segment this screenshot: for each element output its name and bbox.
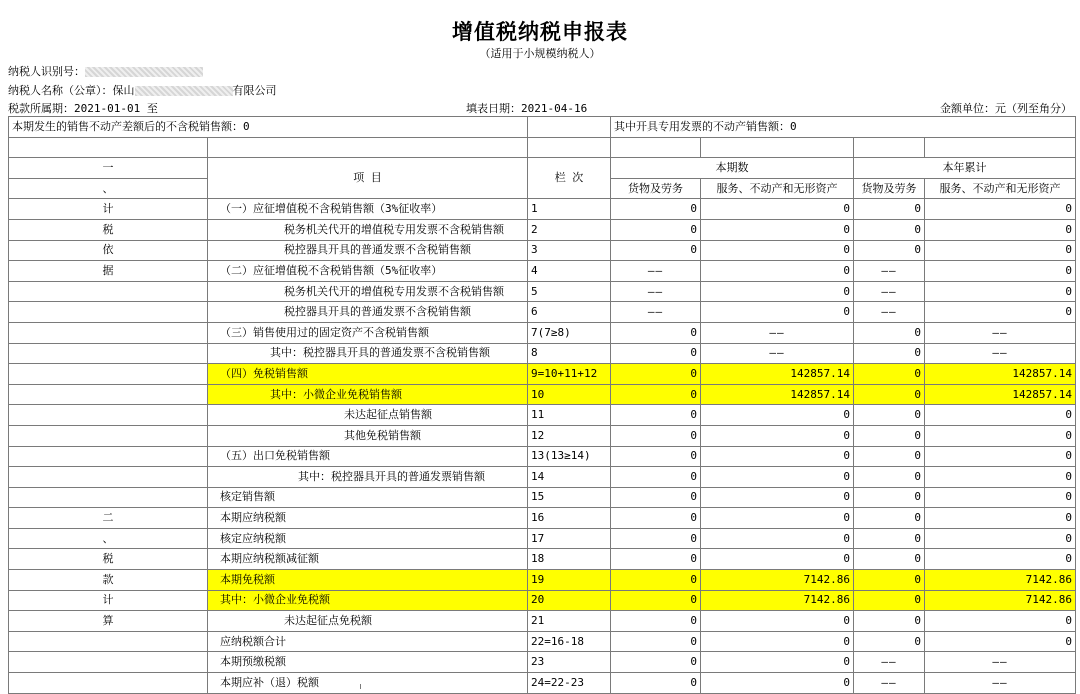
table-row <box>9 611 1076 632</box>
table-row <box>9 240 1076 261</box>
section-char: 、 <box>9 528 208 549</box>
goods-ytd: —— <box>854 261 925 282</box>
goods-current: 0 <box>611 570 701 591</box>
line-number: 8 <box>528 343 611 364</box>
redacted-id <box>85 67 203 77</box>
services-ytd: 0 <box>925 219 1076 240</box>
item-label: 本期预缴税额 <box>208 652 528 673</box>
goods-ytd: 0 <box>854 590 925 611</box>
goods-ytd: 0 <box>854 384 925 405</box>
goods-ytd: 0 <box>854 570 925 591</box>
item-label: 应纳税额合计 <box>208 631 528 652</box>
goods-ytd: 0 <box>854 364 925 385</box>
header-row-1 <box>9 158 1076 179</box>
goods-current: 0 <box>611 487 701 508</box>
note-left: 本期发生的销售不动产差额后的不含税销售额：0 <box>9 117 528 138</box>
item-label: 税控器具开具的普通发票不含税销售额 <box>208 240 528 261</box>
section-char <box>9 343 208 364</box>
goods-current: 0 <box>611 240 701 261</box>
goods-current: 0 <box>611 467 701 488</box>
line-number: 23 <box>528 652 611 673</box>
services-current: 0 <box>701 240 854 261</box>
goods-current: 0 <box>611 405 701 426</box>
line-number: 20 <box>528 590 611 611</box>
section-char <box>9 652 208 673</box>
services-current: 7142.86 <box>701 570 854 591</box>
section-char: 一 <box>9 158 208 179</box>
col-goods-header: 货物及劳务 <box>611 178 701 199</box>
goods-ytd: —— <box>854 652 925 673</box>
table-row <box>9 343 1076 364</box>
services-current: 0 <box>701 487 854 508</box>
section-char <box>9 673 208 694</box>
line-number: 15 <box>528 487 611 508</box>
line-number: 6 <box>528 302 611 323</box>
item-label: 其中：小微企业免税销售额 <box>208 384 528 405</box>
col-item-header: 项 目 <box>208 158 528 199</box>
goods-ytd: 0 <box>854 549 925 570</box>
goods-ytd: 0 <box>854 219 925 240</box>
table-row <box>9 322 1076 343</box>
section-char <box>9 384 208 405</box>
goods-ytd: 0 <box>854 199 925 220</box>
table-row <box>9 508 1076 529</box>
line-number: 21 <box>528 611 611 632</box>
table-row <box>9 631 1076 652</box>
line-number: 4 <box>528 261 611 282</box>
goods-ytd: 0 <box>854 487 925 508</box>
taxpayer-name-prefix: 保山 <box>112 84 135 97</box>
section-char: 税 <box>9 219 208 240</box>
period-value: 2021-01-01 至 <box>74 102 158 115</box>
goods-current: 0 <box>611 528 701 549</box>
declaration-table <box>8 116 1076 694</box>
section-char: 计 <box>9 590 208 611</box>
section-char <box>9 364 208 385</box>
table-row <box>9 199 1076 220</box>
goods-ytd: 0 <box>854 405 925 426</box>
line-number: 13(13≥14) <box>528 446 611 467</box>
blank-row <box>9 137 1076 158</box>
services-current: 0 <box>701 261 854 282</box>
line-number: 7(7≥8) <box>528 322 611 343</box>
col-current-header: 本期数 <box>611 158 854 179</box>
services-current: 0 <box>701 405 854 426</box>
table-row <box>9 652 1076 673</box>
line-number: 16 <box>528 508 611 529</box>
line-number: 10 <box>528 384 611 405</box>
note-spacer <box>528 117 611 138</box>
item-label: 未达起征点销售额 <box>208 405 528 426</box>
services-ytd: 0 <box>925 611 1076 632</box>
note-row <box>9 117 1076 138</box>
services-ytd: 0 <box>925 302 1076 323</box>
item-label: 税务机关代开的增值税专用发票不含税销售额 <box>208 219 528 240</box>
services-current: 0 <box>701 652 854 673</box>
col-ytd-header: 本年累计 <box>854 158 1076 179</box>
section-char: 算 <box>9 611 208 632</box>
goods-current: 0 <box>611 508 701 529</box>
services-current: 142857.14 <box>701 384 854 405</box>
services-ytd: —— <box>925 322 1076 343</box>
goods-current: 0 <box>611 322 701 343</box>
table-row <box>9 219 1076 240</box>
goods-ytd: 0 <box>854 425 925 446</box>
section-char <box>9 405 208 426</box>
table-row <box>9 425 1076 446</box>
redacted-name <box>135 86 233 96</box>
taxpayer-id <box>8 63 203 79</box>
item-label: 税控器具开具的普通发票不含税销售额 <box>208 302 528 323</box>
form-title: 增值税纳税申报表 <box>452 20 628 44</box>
services-current: 0 <box>701 508 854 529</box>
services-ytd: —— <box>925 343 1076 364</box>
services-ytd: 0 <box>925 425 1076 446</box>
table-row <box>9 405 1076 426</box>
services-ytd: 0 <box>925 487 1076 508</box>
line-number: 24=22-23 <box>528 673 611 694</box>
services-ytd: 0 <box>925 240 1076 261</box>
section-char: 依 <box>9 240 208 261</box>
goods-current: 0 <box>611 343 701 364</box>
note-right: 其中开具专用发票的不动产销售额：0 <box>611 117 1076 138</box>
amount-unit: 金额单位：元（列至角分） <box>940 102 1072 115</box>
table-row <box>9 384 1076 405</box>
col-line-header: 栏 次 <box>528 158 611 199</box>
goods-current: 0 <box>611 199 701 220</box>
item-label: 本期免税额 <box>208 570 528 591</box>
taxpayer-name <box>8 82 277 98</box>
col-services-ytd-header: 服务、不动产和无形资产 <box>925 178 1076 199</box>
services-current: 0 <box>701 631 854 652</box>
services-ytd: —— <box>925 673 1076 694</box>
services-current: 0 <box>701 219 854 240</box>
goods-ytd: —— <box>854 673 925 694</box>
services-ytd: 0 <box>925 631 1076 652</box>
services-ytd: 0 <box>925 549 1076 570</box>
services-current: 142857.14 <box>701 364 854 385</box>
item-label: 税务机关代开的增值税专用发票不含税销售额 <box>208 281 528 302</box>
services-current: 0 <box>701 302 854 323</box>
item-label: 其中：小微企业免税额 <box>208 590 528 611</box>
item-label: 其中：税控器具开具的普通发票不含税销售额 <box>208 343 528 364</box>
fill-date-label: 填表日期： <box>466 102 521 115</box>
col-services-header: 服务、不动产和无形资产 <box>701 178 854 199</box>
services-current: 0 <box>701 281 854 302</box>
goods-current: 0 <box>611 425 701 446</box>
services-ytd: 0 <box>925 199 1076 220</box>
line-number: 9=10+11+12 <box>528 364 611 385</box>
goods-current: —— <box>611 261 701 282</box>
goods-current: 0 <box>611 652 701 673</box>
services-current: 0 <box>701 549 854 570</box>
goods-current: 0 <box>611 446 701 467</box>
section-char: 税 <box>9 549 208 570</box>
goods-current: 0 <box>611 673 701 694</box>
section-char <box>9 467 208 488</box>
section-char <box>9 281 208 302</box>
table-row <box>9 446 1076 467</box>
line-number: 17 <box>528 528 611 549</box>
border-tick <box>360 684 361 689</box>
table-row <box>9 302 1076 323</box>
section-char: 二 <box>9 508 208 529</box>
form-subtitle: （适用于小规模纳税人） <box>479 47 601 60</box>
item-label: （三）销售使用过的固定资产不含税销售额 <box>208 322 528 343</box>
item-label: 核定销售额 <box>208 487 528 508</box>
col-goods-ytd-header: 货物及劳务 <box>854 178 925 199</box>
section-char <box>9 487 208 508</box>
table-row <box>9 364 1076 385</box>
services-current: 0 <box>701 446 854 467</box>
section-char: 、 <box>9 178 208 199</box>
services-current: 0 <box>701 528 854 549</box>
services-current: 0 <box>701 425 854 446</box>
section-char <box>9 302 208 323</box>
services-current: 7142.86 <box>701 590 854 611</box>
services-ytd: 0 <box>925 281 1076 302</box>
table-row <box>9 261 1076 282</box>
services-current: —— <box>701 322 854 343</box>
goods-current: 0 <box>611 219 701 240</box>
tax-period <box>8 100 158 116</box>
services-ytd: 0 <box>925 467 1076 488</box>
goods-ytd: 0 <box>854 611 925 632</box>
goods-ytd: 0 <box>854 446 925 467</box>
goods-current: —— <box>611 302 701 323</box>
table-row <box>9 467 1076 488</box>
table-row <box>9 528 1076 549</box>
taxpayer-name-label: 纳税人名称（公章）： <box>8 84 113 97</box>
item-label: 其他免税销售额 <box>208 425 528 446</box>
services-current: 0 <box>701 673 854 694</box>
services-ytd: 0 <box>925 446 1076 467</box>
goods-ytd: —— <box>854 281 925 302</box>
item-label: 本期应纳税额 <box>208 508 528 529</box>
line-number: 3 <box>528 240 611 261</box>
goods-ytd: 0 <box>854 322 925 343</box>
line-number: 22=16-18 <box>528 631 611 652</box>
line-number: 2 <box>528 219 611 240</box>
table-row <box>9 549 1076 570</box>
section-char <box>9 631 208 652</box>
line-number: 5 <box>528 281 611 302</box>
goods-ytd: 0 <box>854 528 925 549</box>
services-ytd: 142857.14 <box>925 364 1076 385</box>
fill-date-value: 2021-04-16 <box>521 102 588 115</box>
line-number: 11 <box>528 405 611 426</box>
section-char <box>9 446 208 467</box>
goods-ytd: 0 <box>854 240 925 261</box>
item-label: 未达起征点免税额 <box>208 611 528 632</box>
taxpayer-name-suffix: 有限公司 <box>232 84 277 97</box>
fill-date <box>466 100 587 116</box>
item-label: 本期应纳税额减征额 <box>208 549 528 570</box>
line-number: 18 <box>528 549 611 570</box>
goods-current: 0 <box>611 384 701 405</box>
goods-current: 0 <box>611 611 701 632</box>
goods-current: 0 <box>611 364 701 385</box>
item-label: （一）应征增值税不含税销售额（3%征收率） <box>208 199 528 220</box>
line-number: 12 <box>528 425 611 446</box>
item-label: （四）免税销售额 <box>208 364 528 385</box>
item-label: 核定应纳税额 <box>208 528 528 549</box>
section-char: 款 <box>9 570 208 591</box>
item-label: （二）应征增值税不含税销售额（5%征收率） <box>208 261 528 282</box>
section-char <box>9 322 208 343</box>
services-ytd: 0 <box>925 405 1076 426</box>
goods-current: 0 <box>611 549 701 570</box>
section-char <box>9 425 208 446</box>
goods-ytd: 0 <box>854 467 925 488</box>
table-row <box>9 590 1076 611</box>
services-ytd: 142857.14 <box>925 384 1076 405</box>
table-row <box>9 570 1076 591</box>
services-ytd: 7142.86 <box>925 570 1076 591</box>
item-label: 本期应补（退）税额 <box>208 673 528 694</box>
table-row <box>9 487 1076 508</box>
line-number: 1 <box>528 199 611 220</box>
services-current: 0 <box>701 199 854 220</box>
table-row <box>9 281 1076 302</box>
services-current: —— <box>701 343 854 364</box>
goods-ytd: 0 <box>854 631 925 652</box>
item-label: 其中：税控器具开具的普通发票销售额 <box>208 467 528 488</box>
goods-current: —— <box>611 281 701 302</box>
goods-ytd: —— <box>854 302 925 323</box>
services-current: 0 <box>701 467 854 488</box>
goods-current: 0 <box>611 590 701 611</box>
services-ytd: 0 <box>925 528 1076 549</box>
taxpayer-id-label: 纳税人识别号： <box>8 65 85 78</box>
goods-current: 0 <box>611 631 701 652</box>
services-ytd: 7142.86 <box>925 590 1076 611</box>
period-label: 税款所属期： <box>8 102 74 115</box>
line-number: 14 <box>528 467 611 488</box>
services-ytd: 0 <box>925 261 1076 282</box>
services-ytd: —— <box>925 652 1076 673</box>
goods-ytd: 0 <box>854 343 925 364</box>
services-ytd: 0 <box>925 508 1076 529</box>
services-current: 0 <box>701 611 854 632</box>
item-label: （五）出口免税销售额 <box>208 446 528 467</box>
section-char: 计 <box>9 199 208 220</box>
line-number: 19 <box>528 570 611 591</box>
table-row <box>9 673 1076 694</box>
goods-ytd: 0 <box>854 508 925 529</box>
section-char: 据 <box>9 261 208 282</box>
